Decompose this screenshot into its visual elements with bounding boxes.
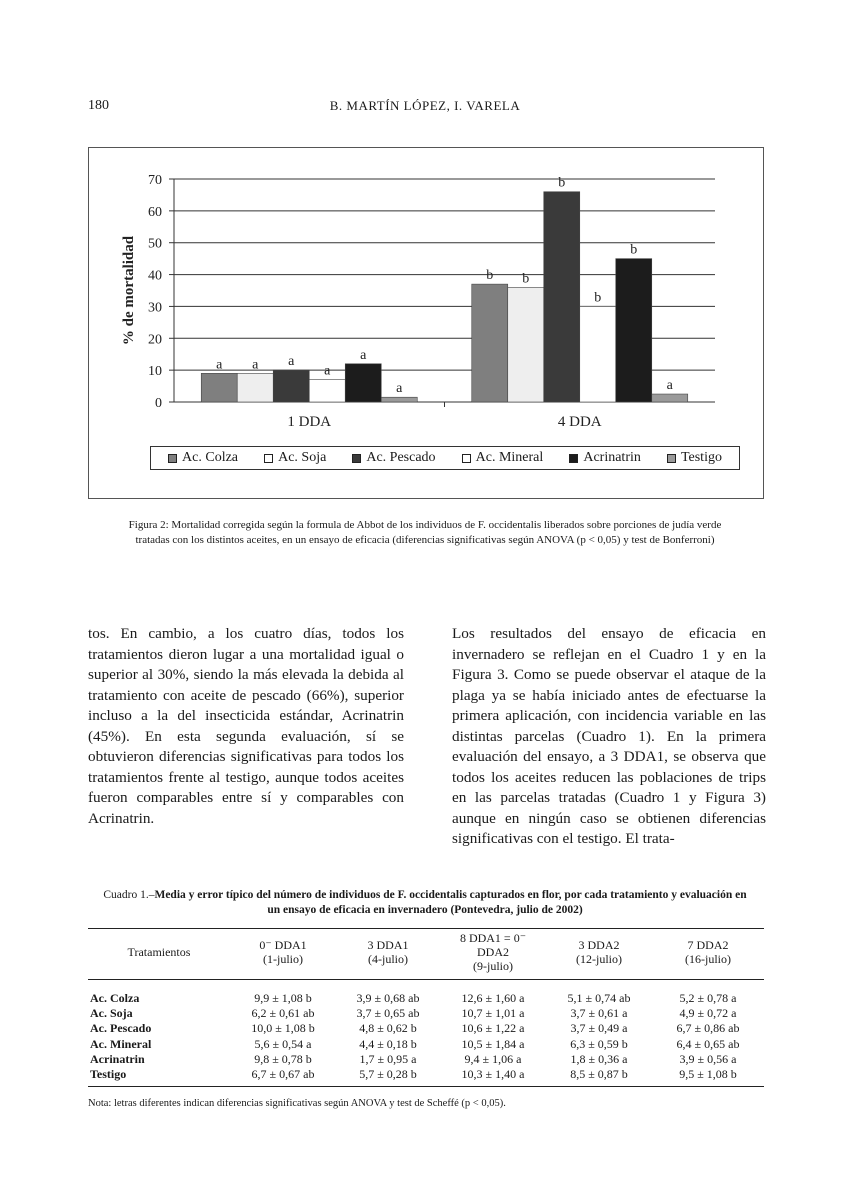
page-number: 180 [88, 98, 109, 113]
table-cell: 3,9 ± 0,56 a [679, 1051, 737, 1066]
legend-label: Testigo [680, 450, 722, 465]
y-tick-label: 50 [148, 236, 162, 252]
bar-ac-pescado [273, 370, 309, 402]
table-row [88, 1037, 764, 1052]
bar-ac-soja [508, 287, 544, 402]
table-cell: 4,9 ± 0,72 a [679, 1006, 737, 1021]
legend-swatch [168, 454, 177, 463]
bar-significance-label: b [558, 175, 566, 191]
table-row [88, 1052, 764, 1067]
body-text-right-column: Los resultados del ensayo de eficacia en invernadero se reflejan en el Cuadro 1 y en la Figura 3. Como se puede observar el ataque de la plaga ya se había iniciado antes de efectuarse la primera aplicación, con incidencia variable en las distintas parcelas (Cuadro 1). En la primera evaluación del ensayo, a 3 DDA1, se observa que todos los aceites reducen las poblaciones de trips en las parcelas tratadas (Cuadro 1 y Figura 3) aunque en ningún caso se obtienen diferencias significativas con el testigo. El trata- [452, 625, 766, 847]
bar-ac-soja [237, 373, 273, 402]
figure-2 [88, 147, 764, 499]
bar-acrinatrin [616, 259, 652, 402]
bar-acrinatrin [345, 364, 381, 402]
table-caption [98, 888, 752, 918]
table-cell: 6,7 ± 0,67 ab [230, 1067, 336, 1087]
legend-label: Ac. Colza [182, 450, 239, 465]
legend-swatch [352, 454, 361, 463]
legend-item [667, 450, 722, 466]
header-8-dda1: 8 DDA1 = 0⁻ DDA2 (9-julio) [440, 929, 546, 980]
running-head: B. MARTÍN LÓPEZ, I. VARELA [329, 98, 521, 113]
bar-significance-label: b [630, 242, 638, 258]
table-caption-title: Media y error típico del número de individuos de F. occidentalis capturados en flor, por cada tratamiento y evaluación en un ensayo de eficacia en invernadero (Pontevedra, julio de 2002) [154, 889, 747, 916]
table-row [88, 1021, 764, 1036]
bar-significance-label: a [252, 357, 259, 373]
table-row [88, 1006, 764, 1021]
y-tick-label: 20 [148, 332, 162, 348]
table-cell: 4,4 ± 0,18 b [359, 1036, 417, 1051]
table-row [88, 980, 764, 1007]
bar-significance-label: b [594, 290, 602, 306]
table-cell: 10,0 ± 1,08 b [251, 1021, 315, 1036]
table-cell: 9,5 ± 1,08 b [652, 1067, 764, 1087]
y-tick-label: 60 [148, 204, 162, 220]
table-cell: 9,9 ± 1,08 b [254, 991, 312, 1005]
table-cell: 5,1 ± 0,74 ab [567, 991, 631, 1005]
table-cell: 1,8 ± 0,36 a [570, 1051, 628, 1066]
table-cell: 3,9 ± 0,68 ab [356, 991, 420, 1005]
bar-ac-pescado [544, 192, 580, 402]
table-cell: 9,8 ± 0,78 b [254, 1051, 312, 1066]
table-cell: 9,4 ± 1,06 a [464, 1051, 522, 1066]
bar-testigo [652, 394, 688, 402]
legend-swatch [462, 454, 471, 463]
y-tick-label: 10 [148, 364, 162, 380]
bar-significance-label: a [216, 357, 223, 373]
table-cell: 10,3 ± 1,40 a [440, 1067, 546, 1087]
header-7-dda2: 7 DDA2 (16-julio) [652, 929, 764, 980]
figure-caption: Figura 2: Mortalidad corregida según la formula de Abbot de los individuos de F. occidentalis liberados sobre porciones de judía verde tratadas con los distintos aceites, en un ensayo de eficacia (diferencias significativas según ANOVA (p < 0,05) y test de Bonferroni) [128, 519, 722, 546]
table-cell: 10,6 ± 1,22 a [461, 1021, 525, 1036]
bar-significance-label: a [666, 378, 673, 394]
legend-label: Acrinatrin [583, 450, 641, 465]
chart-legend [150, 446, 740, 470]
legend-item [569, 450, 641, 466]
table-cell: 5,6 ± 0,54 a [254, 1036, 312, 1051]
table-cell: 6,7 ± 0,86 ab [676, 1021, 740, 1036]
y-tick-label: 0 [155, 396, 162, 411]
cuadro-1-table [88, 928, 764, 1087]
legend-item [264, 450, 326, 466]
y-axis-label: % de mortalidad [121, 235, 137, 346]
legend-item [168, 450, 238, 466]
legend-swatch [569, 454, 578, 463]
table-row [88, 1067, 764, 1087]
legend-swatch [264, 454, 273, 463]
x-category-label: 1 DDA [287, 414, 332, 430]
table-cell: 5,7 ± 0,28 b [336, 1067, 440, 1087]
bar-significance-label: a [360, 347, 367, 363]
row-label: Ac. Pescado [90, 1021, 152, 1036]
bar-significance-label: a [396, 381, 403, 397]
y-tick-label: 40 [148, 268, 162, 284]
table-note: Nota: letras diferentes indican diferencias significativas según ANOVA y test de Scheffé (p < 0,05). [88, 1098, 506, 1109]
row-label: Ac. Soja [90, 1006, 133, 1021]
table-cell: 10,5 ± 1,84 a [461, 1036, 525, 1051]
bar-testigo [381, 397, 417, 402]
legend-item [462, 450, 544, 466]
row-label: Ac. Mineral [90, 1036, 152, 1051]
table-header-row [88, 929, 764, 980]
bar-significance-label: b [486, 268, 494, 284]
bar-significance-label: a [288, 354, 295, 370]
legend-item [352, 450, 435, 466]
table-body [88, 980, 764, 1087]
row-label: Testigo [88, 1067, 230, 1087]
legend-label: Ac. Mineral [475, 450, 544, 465]
table-cell: 3,7 ± 0,49 a [570, 1021, 628, 1036]
legend-label: Ac. Soja [278, 450, 327, 465]
bar-ac-mineral [309, 380, 345, 402]
bar-ac-mineral [580, 306, 616, 402]
header-3-dda2: 3 DDA2 (12-julio) [546, 929, 652, 980]
table-cell: 3,7 ± 0,61 a [570, 1006, 628, 1021]
bar-significance-label: a [324, 363, 331, 379]
table-cell: 6,3 ± 0,59 b [570, 1036, 628, 1051]
bar-ac-colza [472, 284, 508, 402]
bar-significance-label: b [522, 271, 530, 287]
header-3-dda1: 3 DDA1 (4-julio) [336, 929, 440, 980]
x-category-label: 4 DDA [557, 414, 602, 430]
legend-label: Ac. Pescado [366, 450, 436, 465]
bar-ac-colza [201, 373, 237, 402]
y-tick-label: 70 [148, 173, 162, 188]
y-tick-label: 30 [148, 300, 162, 316]
legend-swatch [667, 454, 676, 463]
header-0-dda1: 0⁻ DDA1 (1-julio) [230, 929, 336, 980]
table-caption-prefix: Cuadro 1.– [103, 889, 155, 901]
table-cell: 12,6 ± 1,60 a [461, 991, 525, 1005]
table-cell: 4,8 ± 0,62 b [359, 1021, 417, 1036]
table-cell: 1,7 ± 0,95 a [359, 1051, 417, 1066]
row-label: Acrinatrin [90, 1051, 145, 1066]
table-cell: 6,2 ± 0,61 ab [251, 1006, 315, 1021]
table-cell: 6,4 ± 0,65 ab [676, 1036, 740, 1051]
table-cell: 3,7 ± 0,65 ab [356, 1006, 420, 1021]
header-tratamientos: Tratamientos [88, 929, 230, 980]
table-cell: 8,5 ± 0,87 b [546, 1067, 652, 1087]
body-text-left-column: tos. En cambio, a los cuatro días, todos los tratamientos dieron lugar a una mortalidad igual o superior al 30%, siendo la más elevada la debida al tratamiento con aceite de pescado (66%), superior incluso a la del insecticida estándar, Acrinatrin (45%). En esta segunda evaluación, sí se obtuvieron diferencias significativas para todos los tratamientos frente al testigo, aunque todos aceites fueron comparables entre sí y comparables con Acrinatrin. [88, 625, 404, 827]
table-cell: 5,2 ± 0,78 a [679, 991, 737, 1005]
row-label: Ac. Colza [90, 991, 140, 1005]
mortality-bar-chart [89, 148, 763, 443]
table-cell: 10,7 ± 1,01 a [461, 1006, 525, 1021]
